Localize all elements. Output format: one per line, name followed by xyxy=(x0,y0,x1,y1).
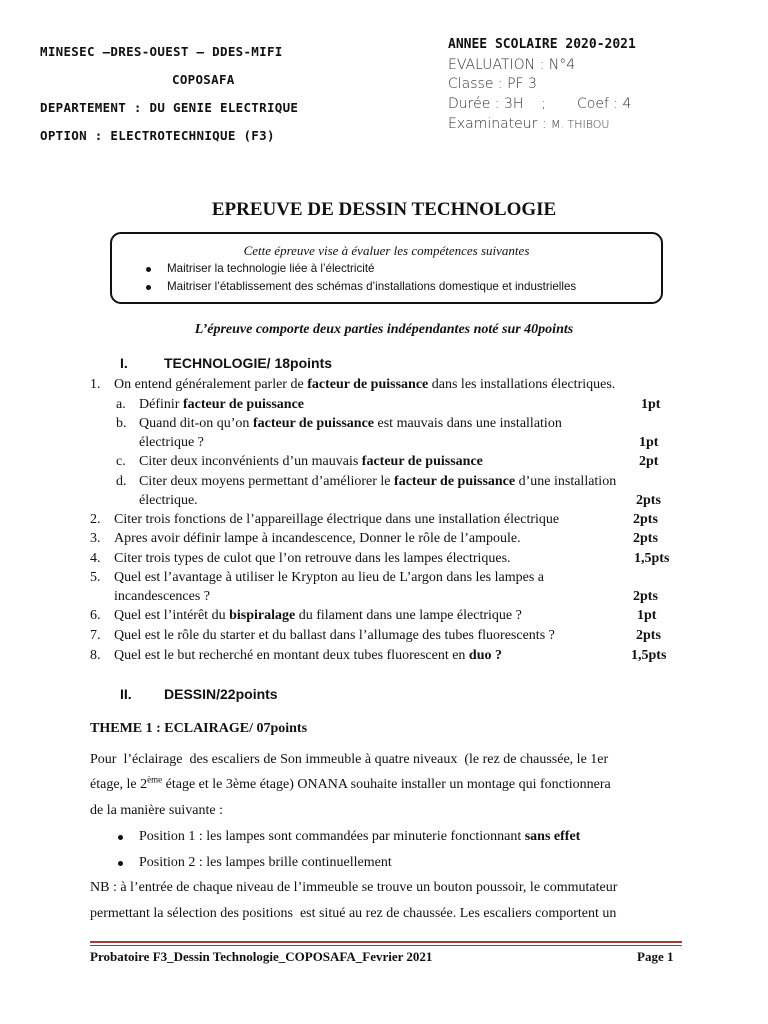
subquestion-letter: b. xyxy=(116,416,127,431)
paragraph-line-3: de la manière suivante : xyxy=(90,803,223,818)
section-2-title: DESSIN/22points xyxy=(164,686,278,702)
competence-item-1: Maitriser la technologie liée à l’électricité xyxy=(167,262,375,275)
footer-divider-thin xyxy=(90,945,682,946)
header-evaluation: EVALUATION : N°4 xyxy=(448,57,576,73)
page-title: EPREUVE DE DESSIN TECHNOLOGIE xyxy=(211,199,557,220)
question-number: 8. xyxy=(90,648,101,663)
examinateur-name: M. THIBOU xyxy=(551,118,610,131)
footer-divider xyxy=(90,941,682,943)
question-5-line2: incandescences ? xyxy=(114,589,210,604)
subquestion-letter: a. xyxy=(116,397,126,412)
question-number: 5. xyxy=(90,570,101,585)
position-2: Position 2 : les lampes brille continuellement xyxy=(139,855,392,870)
question-5: Quel est l’avantage à utiliser le Krypton au lieu de L’argon dans les lampes a xyxy=(114,570,544,585)
nb-line-1: NB : à l’entrée de chaque niveau de l’immeuble se trouve un bouton poussoir, le commutateur xyxy=(90,880,618,895)
question-1b-points: 1pt xyxy=(639,435,659,450)
examinateur-label: Examinateur : xyxy=(448,116,547,132)
question-3: Apres avoir définir lampe à incandescence, Donner le rôle de l’ampoule. xyxy=(114,531,521,546)
question-2: Citer trois fonctions de l’appareillage électrique dans une installation électrique xyxy=(114,512,560,527)
bullet-icon xyxy=(146,267,151,272)
question-1d: Citer deux moyens permettant d’améliorer le facteur de puissance d’une installation xyxy=(139,474,617,489)
exam-intro: L’épreuve comporte deux parties indépendantes noté sur 40points xyxy=(194,322,574,337)
question-8-points: 1,5pts xyxy=(631,648,667,663)
question-6-points: 1pt xyxy=(637,608,657,623)
paragraph-line-1: Pour l’éclairage des escaliers de Son immeuble à quatre niveaux (le rez de chaussée, le 1er xyxy=(90,752,609,767)
question-1a: Définir facteur de puissance xyxy=(139,397,305,412)
question-3-points: 2pts xyxy=(633,531,658,546)
question-4: Citer trois types de culot que l’on retrouve dans les lampes électriques. xyxy=(114,551,511,566)
footer-document-name: Probatoire F3_Dessin Technologie_COPOSAFA_Fevrier 2021 xyxy=(90,949,433,964)
question-1b-line2: électrique ? xyxy=(139,435,204,450)
paragraph-line-2: étage, le 2ème étage et le 3ème étage) ONANA souhaite installer un montage qui fonctionnera xyxy=(90,774,611,792)
header-classe: Classe : PF 3 xyxy=(448,76,537,92)
header-department: DEPARTEMENT : DU GENIE ELECTRIQUE xyxy=(40,100,299,115)
question-number: 6. xyxy=(90,608,101,623)
question-4-points: 1,5pts xyxy=(634,551,670,566)
nb-line-2: permettant la sélection des positions est situé au rez de chaussée. Les escaliers comportent un xyxy=(90,906,617,921)
section-1-title: TECHNOLOGIE/ 18points xyxy=(164,355,333,371)
question-number: 7. xyxy=(90,628,101,643)
question-8: Quel est le but recherché en montant deux tubes fluorescent en duo ? xyxy=(114,648,502,663)
question-1d-points: 2pts xyxy=(636,493,661,508)
competences-box xyxy=(110,232,663,304)
bullet-icon xyxy=(118,835,123,840)
competences-intro: Cette épreuve vise à évaluer les compétences suivantes xyxy=(243,243,530,258)
question-number: 2. xyxy=(90,512,101,527)
subquestion-letter: c. xyxy=(116,454,126,469)
question-number: 3. xyxy=(90,531,101,546)
header-ministry: MINESEC –DRES-OUEST – DDES-MIFI xyxy=(40,44,283,59)
header-option: OPTION : ELECTROTECHNIQUE (F3) xyxy=(40,128,275,143)
question-1b: Quand dit-on qu’on facteur de puissance est mauvais dans une installation xyxy=(139,416,562,431)
question-number: 4. xyxy=(90,551,101,566)
question-5-points: 2pts xyxy=(633,589,658,604)
question-number: 1. xyxy=(90,377,101,392)
header-duree: Durée : 3H ; xyxy=(448,96,546,112)
bullet-icon xyxy=(118,861,123,866)
question-1c: Citer deux inconvénients d’un mauvais facteur de puissance xyxy=(139,454,483,469)
question-1: On entend généralement parler de facteur de puissance dans les installations électriques. xyxy=(114,377,616,392)
section-2-number: II. xyxy=(120,686,132,702)
question-2-points: 2pts xyxy=(633,512,658,527)
competence-item-2: Maitriser l’établissement des schémas d’installations domestique et industrielles xyxy=(167,280,577,293)
question-1c-points: 2pt xyxy=(639,454,659,469)
bullet-icon xyxy=(146,285,151,290)
header-coef: Coef : 4 xyxy=(577,96,632,112)
footer-page-number: Page 1 xyxy=(637,949,674,964)
question-6: Quel est l’intérêt du bispiralage du filament dans une lampe électrique ? xyxy=(114,608,522,623)
header-school-year: ANNEE SCOLAIRE 2020-2021 xyxy=(448,37,636,52)
section-1-number: I. xyxy=(120,355,128,371)
header-school: COPOSAFA xyxy=(172,72,235,87)
position-1: Position 1 : les lampes sont commandées par minuterie fonctionnant sans effet xyxy=(139,829,581,844)
question-7: Quel est le rôle du starter et du ballast dans l’allumage des tubes fluorescents ? xyxy=(114,628,555,643)
header-examinateur xyxy=(448,116,609,132)
question-7-points: 2pts xyxy=(636,628,661,643)
question-1a-points: 1pt xyxy=(641,397,661,412)
subquestion-letter: d. xyxy=(116,474,127,489)
question-1d-line2: électrique. xyxy=(139,493,198,508)
theme-1-title: THEME 1 : ECLAIRAGE/ 07points xyxy=(90,721,308,736)
